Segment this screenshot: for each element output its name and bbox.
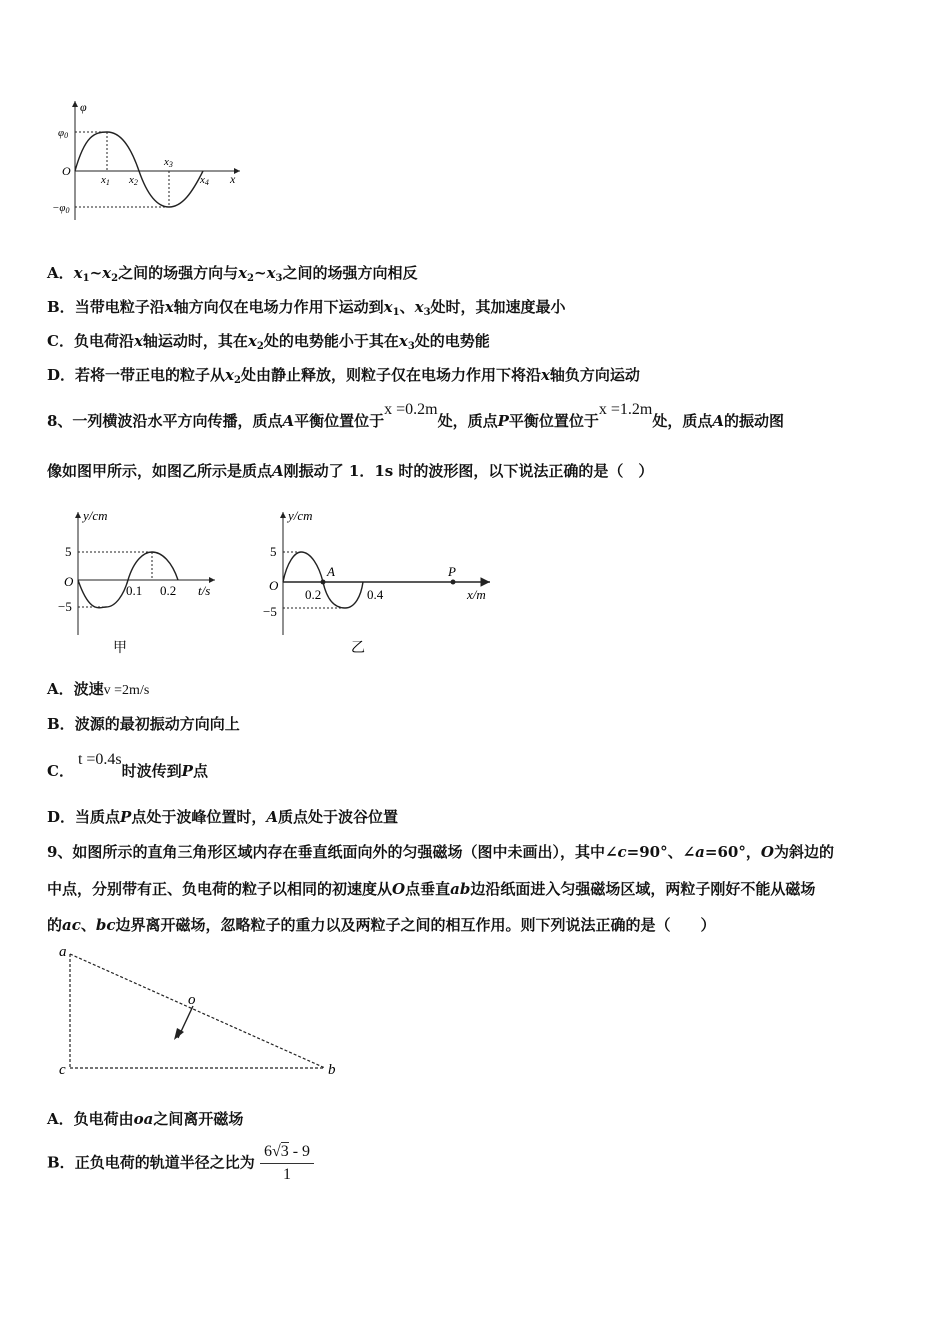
point-p-label: P — [448, 564, 456, 579]
q9-stem-line1: 9、如图所示的直角三角形区域内存在垂直纸面向外的匀强磁场（图中未画出），其中∠c=90°、∠a=60°，O为斜边的 — [47, 843, 834, 861]
point-p — [451, 580, 456, 585]
q8-option-a[interactable]: A．波速v =2m/s — [47, 680, 150, 698]
q9-stem-line3: 的ac、bc边界离开磁场，忽略粒子的重力以及两粒子之间的相互作用。则下列说法正确的是（ ） — [47, 916, 716, 934]
x2-label: 0.4 — [367, 587, 384, 602]
y-axis-label: y/cm — [288, 508, 313, 523]
point-a — [321, 580, 326, 585]
point-a-label: A — [327, 564, 335, 579]
x1-label: 0.2 — [305, 587, 322, 602]
t1-label: 0.1 — [126, 583, 143, 598]
caption-yi: 乙 — [351, 641, 365, 656]
vertex-b-label: b — [328, 1062, 336, 1078]
q9-option-b[interactable]: B．正负电荷的轨道半径之比为 $\frac{6√3 - 9}{1}$ — [47, 1143, 314, 1184]
neg-phi0-label: −φ0 — [52, 202, 70, 215]
vertex-a-label: a — [59, 944, 67, 960]
x-axis-label: x/m — [467, 587, 486, 602]
radius-ratio-fraction: $\frac{6√3 - 9}{1}$ — [260, 1143, 314, 1184]
q8-stem-line1: 8、一列横波沿水平方向传播，质点A平衡位置位于x =0.2m处，质点P平衡位置位于x =1.2m处，质点A的振动图 — [47, 401, 785, 430]
x-axis-label: t/s — [198, 583, 211, 598]
xA-formula: x =0.2m — [384, 401, 438, 418]
q8-option-b[interactable]: B．波源的最初振动方向向上 — [47, 715, 240, 733]
q7-option-a[interactable]: A．$x_1\sim x_2$之间的场强方向与$x_2\sim x_3$之间的场强方向相反 — [47, 264, 418, 284]
y-bottom-label: −5 — [58, 599, 72, 614]
y-bottom-label: −5 — [263, 604, 277, 619]
origin-label: O — [269, 578, 279, 593]
origin-label: O — [62, 164, 71, 178]
t2-label: 0.2 — [160, 583, 177, 598]
point-o-label: o — [188, 992, 196, 1008]
x1-label: x1 — [101, 174, 110, 187]
vertex-c-label: c — [59, 1062, 66, 1078]
q8-option-d[interactable]: D．当质点P点处于波峰位置时，A质点处于波谷位置 — [47, 808, 398, 826]
t-formula: t =0.4s — [77, 751, 122, 768]
waveform-graph-yi — [255, 500, 505, 660]
q9-stem-line2: 中点，分别带有正、负电荷的粒子以相同的初速度从O点垂直ab边沿纸面进入匀强磁场区域，两粒子刚好不能从磁场 — [47, 880, 816, 898]
q7-option-c[interactable]: C．负电荷沿x轴运动时，其在$x_2$处的电势能小于其在$x_3$处的电势能 — [47, 332, 490, 352]
vibration-graph-jia — [50, 500, 220, 660]
phi0-label: φ0 — [58, 127, 69, 140]
triangle-field-diagram — [50, 940, 350, 1082]
y-axis-label: φ — [80, 100, 87, 114]
y-top-label: 5 — [270, 544, 277, 559]
caption-jia: 甲 — [113, 641, 127, 656]
x2-label: x2 — [129, 174, 138, 187]
y-axis-label: y/cm — [83, 508, 108, 523]
y-top-label: 5 — [65, 544, 72, 559]
q7-option-d[interactable]: D．若将一带正电的粒子从$x_2$处由静止释放，则粒子仅在电场力作用下将沿x轴负方向运动 — [47, 366, 640, 386]
q9-option-a[interactable]: A．负电荷由oa之间离开磁场 — [47, 1110, 244, 1128]
origin-label: O — [64, 574, 74, 589]
q8-stem-line2: 像如图甲所示，如图乙所示是质点A刚振动了 1．1s 时的波形图，以下说法正确的是（ ） — [47, 462, 654, 480]
x4-label: x4 — [200, 174, 209, 187]
x-axis-label: x — [230, 172, 236, 186]
x3-label: x3 — [164, 156, 173, 169]
q8-option-c[interactable]: C．t =0.4s时波传到P点 — [47, 751, 208, 780]
q7-option-b[interactable]: B．当带电粒子沿x轴方向仅在电场力作用下运动到$x_1$、$x_3$处时，其加速度最小 — [47, 298, 566, 318]
potential-graph — [50, 95, 250, 230]
xP-formula: x =1.2m — [598, 401, 653, 418]
potential-curve — [75, 132, 203, 207]
